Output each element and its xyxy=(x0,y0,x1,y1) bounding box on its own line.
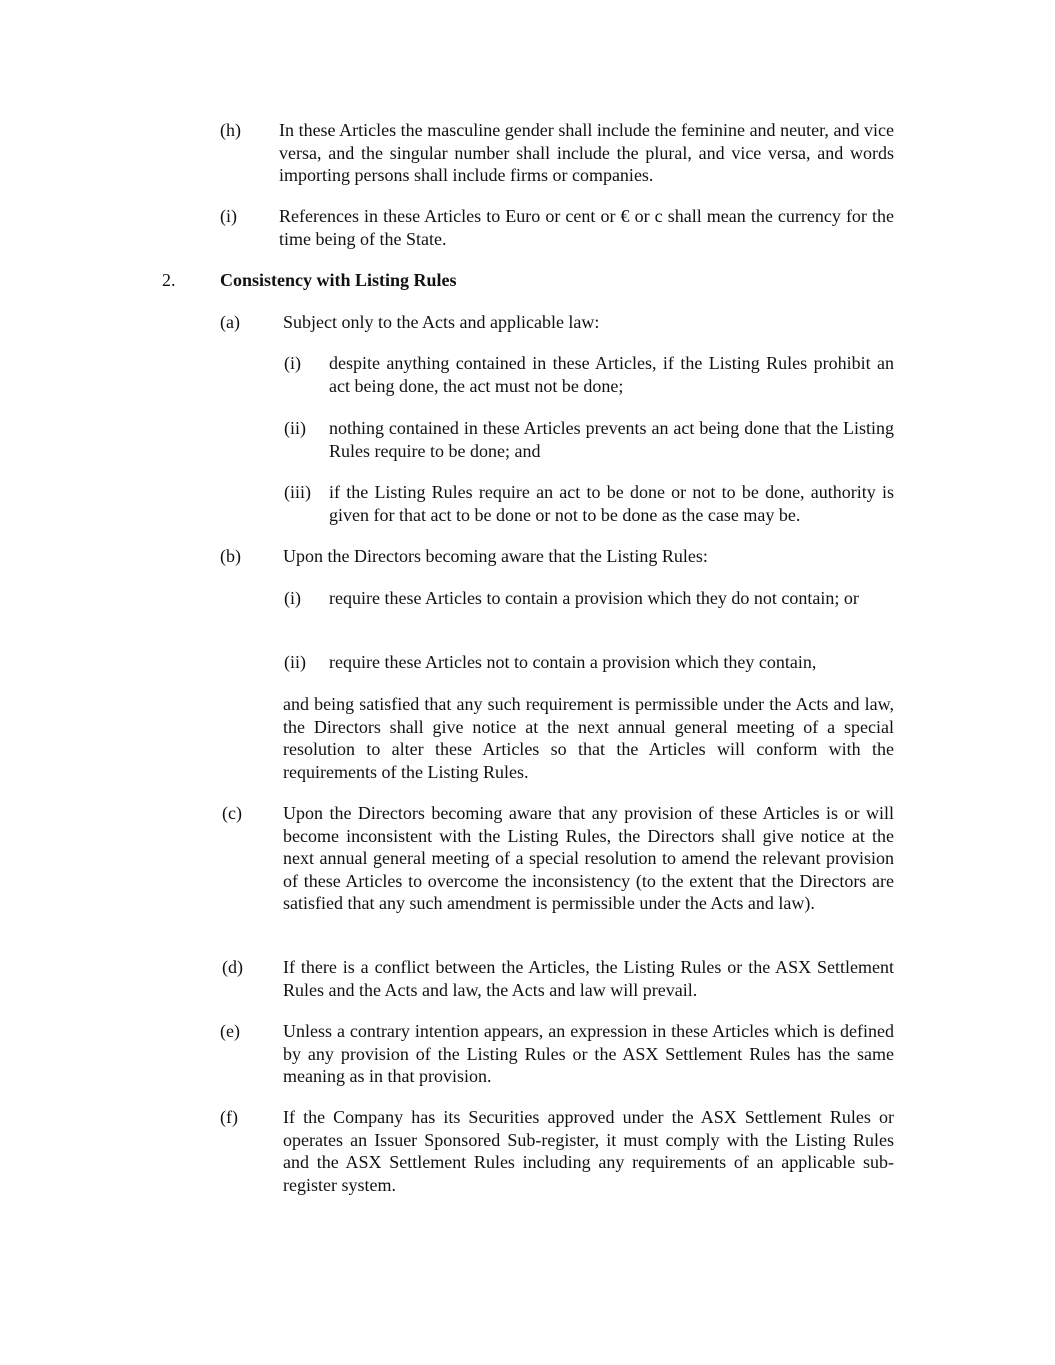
clause-label-d: (d) xyxy=(222,957,243,977)
clause-b-continuation: and being satisfied that any such requirement is permissible under the Acts and law, the Directors shall give notice at the next annual general meeting of a special resolution to alter these Articles so that the Articles will conform with the requirements of the Listing Rules. xyxy=(283,694,894,782)
clause-label-a: (a) xyxy=(220,312,240,332)
subclause-label-b-ii: (ii) xyxy=(284,652,306,672)
subclause-label-a-ii: (ii) xyxy=(284,418,306,438)
subclause-label-a-iii: (iii) xyxy=(284,482,311,502)
section-number: 2. xyxy=(162,270,176,290)
clause-label-i: (i) xyxy=(220,206,237,226)
subclause-label-a-i: (i) xyxy=(284,353,301,373)
clause-text-h: In these Articles the masculine gender shall include the feminine and neuter, and vice versa, and the singular number shall include the plural, and vice versa, and words importing persons shall include firms or companies. xyxy=(279,120,894,185)
subclause-text-a-i: despite anything contained in these Articles, if the Listing Rules prohibit an act being done, the act must not be done; xyxy=(329,353,894,396)
clause-text-d: If there is a conflict between the Articles, the Listing Rules or the ASX Settlement Rules and the Acts and law, the Acts and law will prevail. xyxy=(283,957,894,1000)
clause-label-h: (h) xyxy=(220,120,241,140)
clause-text-i: References in these Articles to Euro or cent or € or c shall mean the currency for the time being of the State. xyxy=(279,206,894,249)
clause-label-e: (e) xyxy=(220,1021,240,1041)
subclause-text-a-ii: nothing contained in these Articles prevents an act being done that the Listing Rules require to be done; and xyxy=(329,418,894,461)
clause-text-b: Upon the Directors becoming aware that the Listing Rules: xyxy=(283,546,708,566)
subclause-label-b-i: (i) xyxy=(284,588,301,608)
clause-label-c: (c) xyxy=(222,803,242,823)
subclause-text-a-iii: if the Listing Rules require an act to be done or not to be done, authority is given for that act to be done or not to be done as the case may be. xyxy=(329,482,894,525)
section-title: Consistency with Listing Rules xyxy=(220,270,457,290)
clause-text-c: Upon the Directors becoming aware that any provision of these Articles is or will become inconsistent with the Listing Rules, the Directors shall give notice at the next annual general meeting of a special resolution to amend the relevant provision of these Articles to overcome the inconsistency (to the extent that the Directors are satisfied that any such amendment is permissible under the Acts and law). xyxy=(283,803,894,913)
subclause-text-b-ii: require these Articles not to contain a provision which they contain, xyxy=(329,652,817,672)
clause-text-e: Unless a contrary intention appears, an expression in these Articles which is defined by any provision of the Listing Rules or the ASX Settlement Rules has the same meaning as in that provision. xyxy=(283,1021,894,1086)
clause-text-f: If the Company has its Securities approved under the ASX Settlement Rules or operates an Issuer Sponsored Sub-register, it must comply with the Listing Rules and the ASX Settlement Rules including any requirements of an applicable sub-register system. xyxy=(283,1107,894,1195)
clause-label-f: (f) xyxy=(220,1107,238,1127)
clause-text-a: Subject only to the Acts and applicable law: xyxy=(283,312,600,332)
clause-label-b: (b) xyxy=(220,546,241,566)
subclause-text-b-i: require these Articles to contain a provision which they do not contain; or xyxy=(329,588,859,608)
